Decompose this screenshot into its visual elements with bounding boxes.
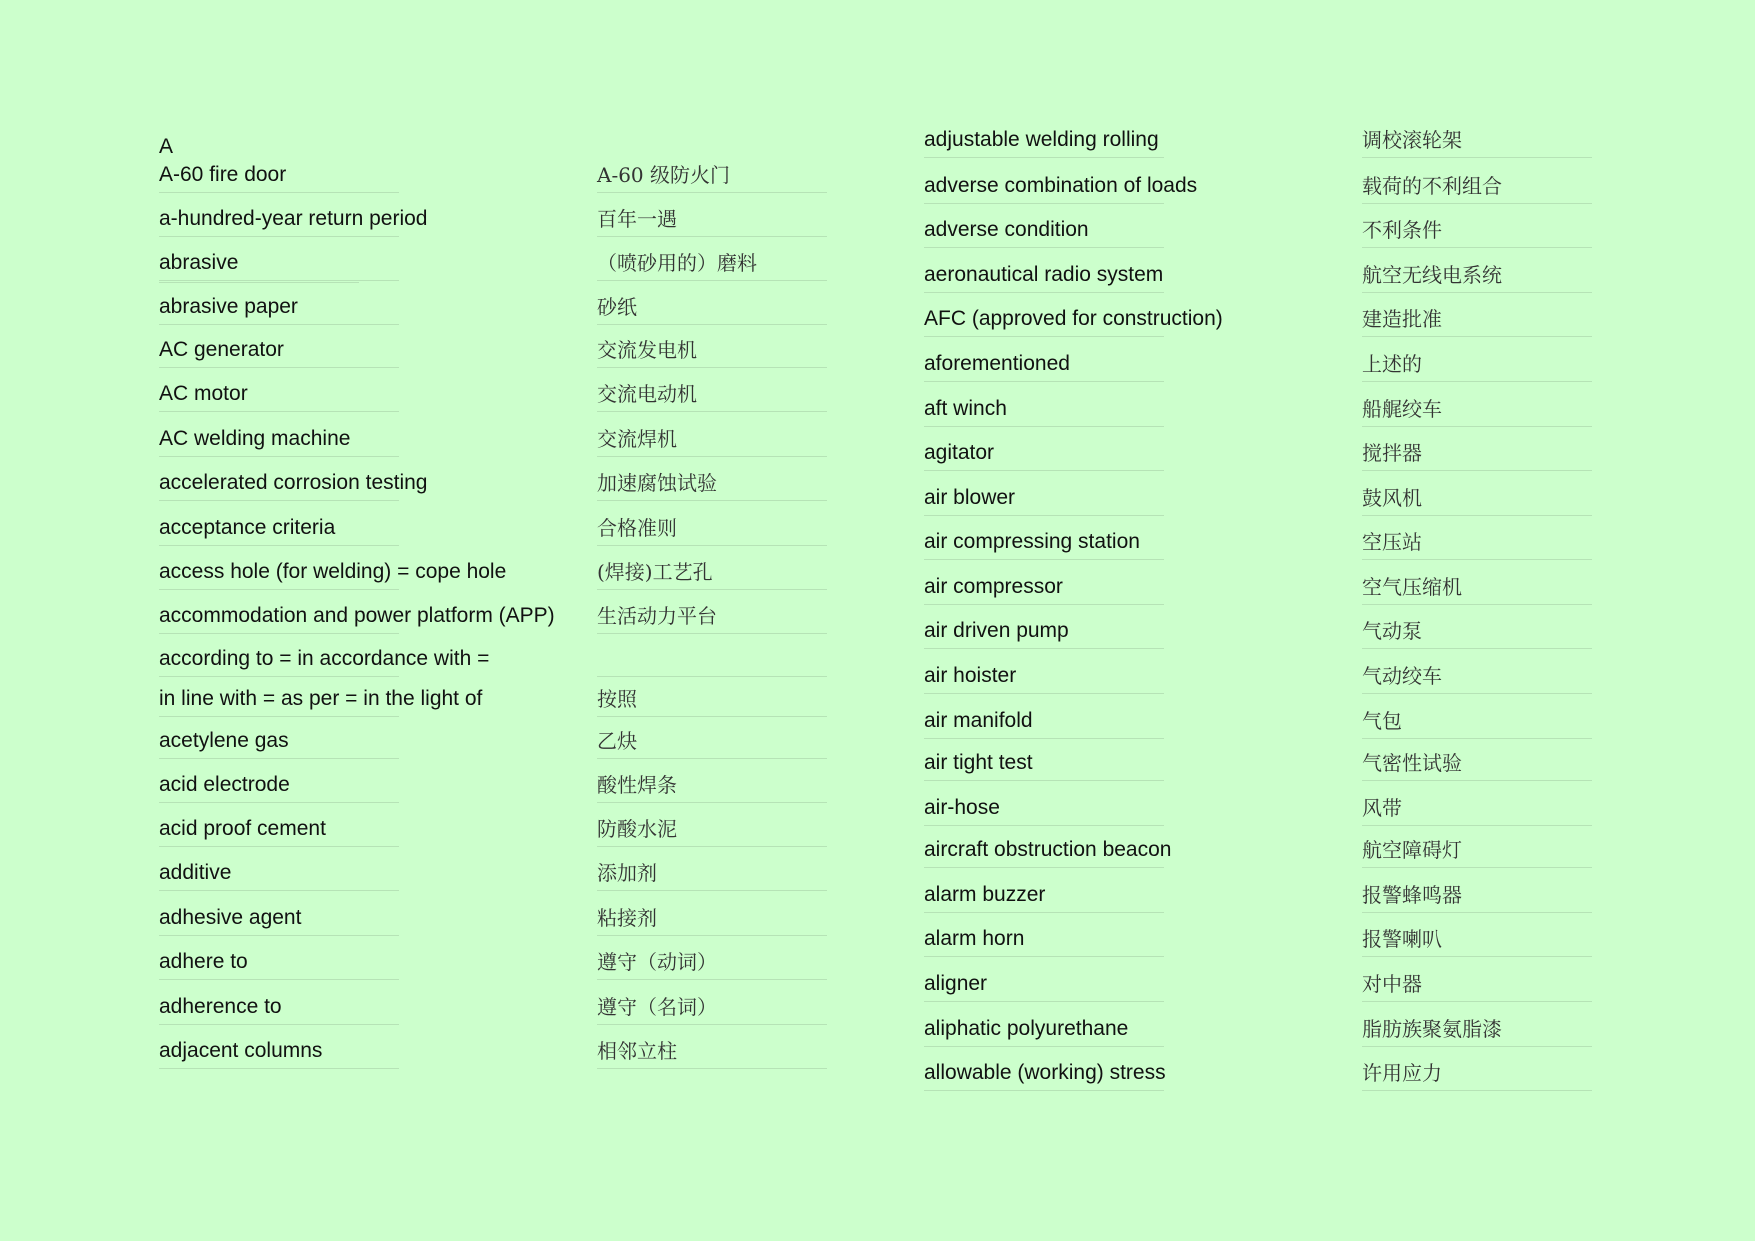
entry-translation: 载荷的不利组合 bbox=[1362, 174, 1502, 198]
entry-underline bbox=[597, 500, 827, 501]
entry-underline bbox=[1362, 738, 1592, 739]
entry-term: air hoister bbox=[924, 664, 1017, 687]
section-letter-heading: A bbox=[159, 135, 174, 158]
entry-term: alarm buzzer bbox=[924, 883, 1046, 906]
entry-underline bbox=[159, 192, 399, 193]
entry-underline bbox=[597, 890, 827, 891]
entry-term: air manifold bbox=[924, 709, 1033, 732]
entry-underline bbox=[1362, 1090, 1592, 1091]
entry-translation: 空压站 bbox=[1362, 530, 1422, 554]
entry-translation: 交流电动机 bbox=[597, 382, 697, 406]
entry-translation: 不利条件 bbox=[1362, 218, 1442, 242]
entry-underline bbox=[924, 693, 1164, 694]
entry-translation: 报警蜂鸣器 bbox=[1362, 883, 1462, 907]
entry-underline bbox=[1362, 825, 1592, 826]
entry-underline bbox=[924, 1001, 1164, 1002]
entry-translation: 空气压缩机 bbox=[1362, 575, 1462, 599]
entry-term: aircraft obstruction beacon bbox=[924, 838, 1172, 861]
entry-underline bbox=[597, 411, 827, 412]
entry-underline bbox=[924, 867, 1164, 868]
entry-underline bbox=[597, 456, 827, 457]
entry-underline bbox=[924, 157, 1164, 158]
entry-translation: 相邻立柱 bbox=[597, 1039, 677, 1063]
entry-translation: 许用应力 bbox=[1362, 1061, 1442, 1085]
entry-term: air driven pump bbox=[924, 619, 1069, 642]
entry-term: adherence to bbox=[159, 995, 282, 1018]
entry-underline bbox=[159, 236, 399, 237]
entry-translation: 交流发电机 bbox=[597, 338, 697, 362]
entry-underline bbox=[597, 236, 827, 237]
entry-translation: 鼓风机 bbox=[1362, 486, 1422, 510]
entry-underline bbox=[1362, 381, 1592, 382]
entry-underline bbox=[597, 633, 827, 634]
entry-underline bbox=[597, 676, 827, 677]
entry-translation: 加速腐蚀试验 bbox=[597, 471, 717, 495]
entry-translation: 航空障碍灯 bbox=[1362, 838, 1462, 862]
entry-term: air-hose bbox=[924, 796, 1000, 819]
entry-term: accelerated corrosion testing bbox=[159, 471, 428, 494]
entry-term: alarm horn bbox=[924, 927, 1025, 950]
entry-underline bbox=[924, 648, 1164, 649]
entry-underline bbox=[1362, 336, 1592, 337]
entry-underline bbox=[159, 456, 399, 457]
entry-translation: 防酸水泥 bbox=[597, 817, 677, 841]
entry-underline bbox=[924, 738, 1164, 739]
entry-term: adverse condition bbox=[924, 218, 1089, 241]
entry-term: adhesive agent bbox=[159, 906, 302, 929]
entry-term: aforementioned bbox=[924, 352, 1070, 375]
entry-underline bbox=[1362, 426, 1592, 427]
entry-term: abrasive bbox=[159, 251, 239, 274]
entry-underline bbox=[1362, 470, 1592, 471]
entry-underline bbox=[597, 846, 827, 847]
entry-term: a-hundred-year return period bbox=[159, 207, 428, 230]
entry-translation: 气包 bbox=[1362, 709, 1402, 733]
entry-term: access hole (for welding) = cope hole bbox=[159, 560, 507, 583]
entry-underline bbox=[924, 1046, 1164, 1047]
entry-translation: 添加剂 bbox=[597, 861, 657, 885]
entry-underline bbox=[159, 716, 399, 717]
entry-underline bbox=[924, 203, 1164, 204]
entry-translation: 报警喇叭 bbox=[1362, 927, 1442, 951]
entry-underline bbox=[597, 1068, 827, 1069]
entry-translation: 按照 bbox=[597, 687, 637, 711]
entry-underline bbox=[597, 716, 827, 717]
entry-underline bbox=[1362, 515, 1592, 516]
entry-translation: 气动绞车 bbox=[1362, 664, 1442, 688]
entry-underline bbox=[159, 935, 399, 936]
entry-translation: 合格准则 bbox=[597, 516, 677, 540]
entry-underline bbox=[1362, 203, 1592, 204]
entry-translation: （喷砂用的）磨料 bbox=[597, 251, 757, 275]
entry-underline bbox=[924, 515, 1164, 516]
entry-translation: 上述的 bbox=[1362, 352, 1422, 376]
entry-term: air compressor bbox=[924, 575, 1063, 598]
entry-translation: 遵守（动词） bbox=[597, 950, 717, 974]
entry-underline bbox=[597, 192, 827, 193]
entry-term: acetylene gas bbox=[159, 729, 289, 752]
entry-term: adjacent columns bbox=[159, 1039, 323, 1062]
entry-translation: 建造批准 bbox=[1362, 307, 1442, 331]
entry-translation: 百年一遇 bbox=[597, 207, 677, 231]
entry-underline bbox=[924, 292, 1164, 293]
entry-translation: 气动泵 bbox=[1362, 619, 1422, 643]
entry-underline bbox=[924, 1090, 1164, 1091]
entry-term: air compressing station bbox=[924, 530, 1140, 553]
entry-translation: 砂纸 bbox=[597, 295, 637, 319]
entry-underline bbox=[1362, 559, 1592, 560]
entry-underline bbox=[1362, 956, 1592, 957]
entry-underline bbox=[159, 1068, 399, 1069]
entry-underline bbox=[1362, 780, 1592, 781]
entry-underline bbox=[597, 758, 827, 759]
entry-underline bbox=[924, 426, 1164, 427]
entry-underline bbox=[159, 979, 399, 980]
entry-term: air blower bbox=[924, 486, 1016, 509]
entry-term: acceptance criteria bbox=[159, 516, 336, 539]
entry-translation: 遵守（名词） bbox=[597, 995, 717, 1019]
entry-term: AC motor bbox=[159, 382, 248, 405]
entry-underline bbox=[159, 280, 399, 281]
entry-term: accommodation and power platform (APP) bbox=[159, 604, 555, 627]
entry-underline bbox=[924, 956, 1164, 957]
entry-underline bbox=[1362, 1046, 1592, 1047]
entry-term: aligner bbox=[924, 972, 988, 995]
entry-underline bbox=[597, 280, 827, 281]
entry-underline bbox=[1362, 604, 1592, 605]
entry-translation: 航空无线电系统 bbox=[1362, 263, 1502, 287]
entry-term: in line with = as per = in the light of bbox=[159, 687, 483, 710]
entry-underline bbox=[159, 633, 399, 634]
entry-translation: 对中器 bbox=[1362, 972, 1422, 996]
entry-underline bbox=[159, 676, 399, 677]
entry-underline bbox=[924, 912, 1164, 913]
entry-translation: 脂肪族聚氨脂漆 bbox=[1362, 1017, 1502, 1041]
entry-underline bbox=[159, 846, 399, 847]
entry-term: adhere to bbox=[159, 950, 248, 973]
entry-underline bbox=[597, 1024, 827, 1025]
entry-translation: 调校滚轮架 bbox=[1362, 128, 1462, 152]
entry-translation: 粘接剂 bbox=[597, 906, 657, 930]
entry-term: A-60 fire door bbox=[159, 163, 287, 186]
entry-term: acid proof cement bbox=[159, 817, 326, 840]
entry-term: AC generator bbox=[159, 338, 284, 361]
entry-underline bbox=[597, 589, 827, 590]
entry-translation: 乙炔 bbox=[597, 729, 637, 753]
entry-underline bbox=[159, 890, 399, 891]
entry-underline bbox=[159, 589, 399, 590]
entry-term: allowable (working) stress bbox=[924, 1061, 1166, 1084]
entry-term: adjustable welding rolling bbox=[924, 128, 1159, 151]
entry-underline bbox=[597, 802, 827, 803]
entry-underline bbox=[159, 411, 399, 412]
entry-translation: 风带 bbox=[1362, 796, 1402, 820]
entry-term: air tight test bbox=[924, 751, 1033, 774]
entry-underline bbox=[159, 500, 399, 501]
entry-underline bbox=[924, 470, 1164, 471]
entry-underline bbox=[924, 381, 1164, 382]
entry-term: acid electrode bbox=[159, 773, 290, 796]
entry-translation: A-60 级防火门 bbox=[597, 163, 731, 187]
entry-underline bbox=[924, 247, 1164, 248]
divider bbox=[159, 282, 359, 283]
entry-translation: 气密性试验 bbox=[1362, 751, 1462, 775]
entry-underline bbox=[1362, 292, 1592, 293]
entry-underline bbox=[924, 825, 1164, 826]
entry-term: additive bbox=[159, 861, 232, 884]
entry-translation: 交流焊机 bbox=[597, 427, 677, 451]
entry-underline bbox=[1362, 247, 1592, 248]
entry-underline bbox=[924, 559, 1164, 560]
entry-term: AFC (approved for construction) bbox=[924, 307, 1223, 330]
entry-underline bbox=[924, 336, 1164, 337]
entry-underline bbox=[159, 545, 399, 546]
entry-underline bbox=[597, 935, 827, 936]
entry-term: according to = in accordance with = bbox=[159, 647, 490, 670]
entry-underline bbox=[159, 802, 399, 803]
entry-term: AC welding machine bbox=[159, 427, 351, 450]
entry-underline bbox=[597, 367, 827, 368]
entry-underline bbox=[597, 545, 827, 546]
entry-translation: 生活动力平台 bbox=[597, 604, 717, 628]
entry-underline bbox=[597, 324, 827, 325]
entry-underline bbox=[597, 979, 827, 980]
entry-translation: 船艉绞车 bbox=[1362, 397, 1442, 421]
entry-term: abrasive paper bbox=[159, 295, 298, 318]
entry-underline bbox=[1362, 693, 1592, 694]
entry-translation: 搅拌器 bbox=[1362, 441, 1422, 465]
entry-term: agitator bbox=[924, 441, 995, 464]
entry-underline bbox=[924, 780, 1164, 781]
entry-term: aliphatic polyurethane bbox=[924, 1017, 1129, 1040]
entry-term: adverse combination of loads bbox=[924, 174, 1198, 197]
entry-underline bbox=[159, 367, 399, 368]
entry-underline bbox=[1362, 912, 1592, 913]
entry-translation: 酸性焊条 bbox=[597, 773, 677, 797]
entry-term: aft winch bbox=[924, 397, 1007, 420]
entry-underline bbox=[1362, 867, 1592, 868]
entry-underline bbox=[924, 604, 1164, 605]
entry-term: aeronautical radio system bbox=[924, 263, 1164, 286]
entry-translation: (焊接)工艺孔 bbox=[597, 560, 713, 584]
entry-underline bbox=[159, 1024, 399, 1025]
entry-underline bbox=[1362, 648, 1592, 649]
entry-underline bbox=[1362, 1001, 1592, 1002]
entry-underline bbox=[159, 758, 399, 759]
entry-underline bbox=[159, 324, 399, 325]
entry-underline bbox=[1362, 157, 1592, 158]
